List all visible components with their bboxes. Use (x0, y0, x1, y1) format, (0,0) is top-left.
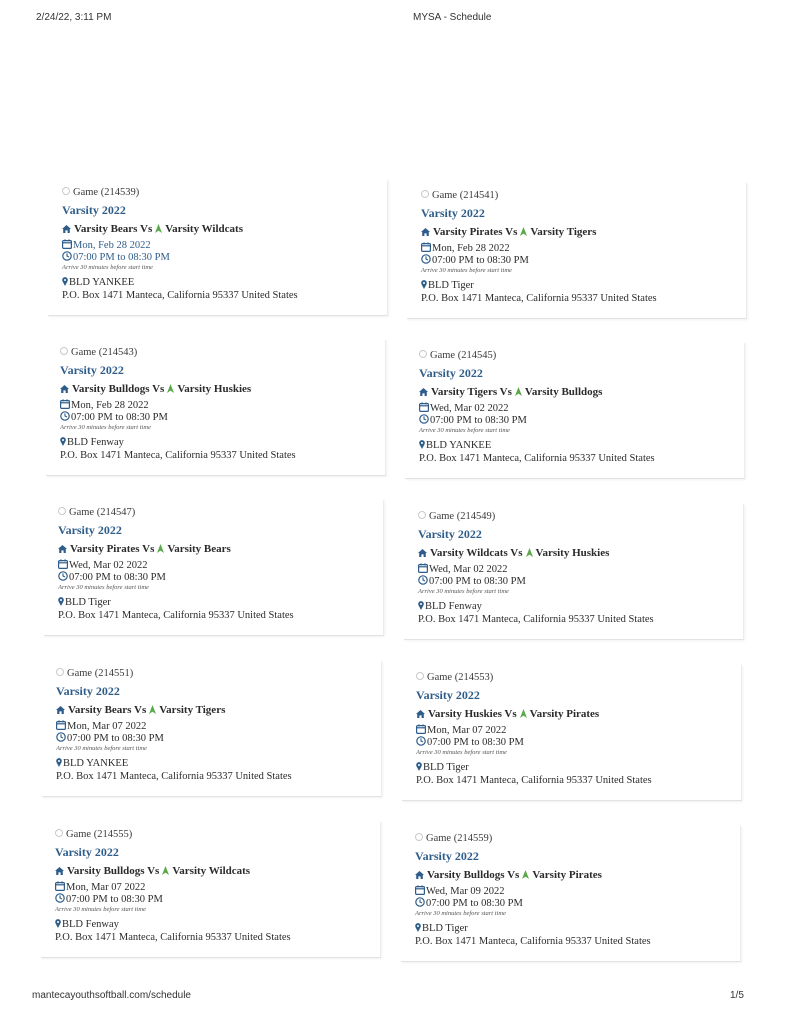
game-id: Game (214559) (426, 833, 493, 844)
venue-address: P.O. Box 1471 Manteca, California 95337 United States (55, 932, 291, 943)
game-date: Wed, Mar 02 2022 (429, 564, 508, 575)
game-id-row (416, 671, 741, 684)
map-pin-icon (418, 601, 424, 610)
matchup (60, 381, 385, 397)
print-footer (0, 990, 791, 1006)
game-time: 07:00 PM to 08:30 PM (67, 733, 164, 744)
matchup (415, 867, 740, 883)
away-team: Varsity Pirates (532, 869, 602, 881)
game-id: Game (214547) (69, 507, 136, 518)
game-id: Game (214555) (66, 829, 133, 840)
game-card[interactable] (44, 500, 384, 636)
radio-icon[interactable] (419, 350, 427, 358)
home-icon (415, 871, 424, 879)
matchup (419, 384, 744, 400)
vs-label: Vs (510, 547, 523, 559)
map-pin-icon (55, 919, 61, 928)
calendar-icon (58, 559, 68, 569)
clock-icon (416, 736, 426, 746)
game-id: Game (214541) (432, 190, 499, 201)
venue-name[interactable]: BLD YANKEE (69, 277, 135, 288)
venue-row (415, 923, 740, 935)
game-id-row (55, 828, 380, 841)
radio-icon[interactable] (421, 190, 429, 198)
map-pin-icon (421, 280, 427, 289)
map-pin-icon (419, 440, 425, 449)
time-row (60, 411, 385, 423)
game-date: Wed, Mar 09 2022 (426, 886, 505, 897)
map-pin-icon (415, 923, 421, 932)
venue-address: P.O. Box 1471 Manteca, California 95337 United States (416, 775, 652, 786)
away-team: Varsity Huskies (535, 547, 610, 559)
clock-icon (56, 732, 66, 742)
radio-icon[interactable] (415, 833, 423, 841)
venue-name[interactable]: BLD Fenway (62, 919, 119, 930)
radio-icon[interactable] (416, 672, 424, 680)
arrow-up-icon (157, 544, 164, 553)
map-pin-icon (416, 762, 422, 771)
time-row (418, 575, 743, 587)
home-team: Varsity Bulldogs (72, 383, 150, 395)
arrival-note: Arrive 30 minutes before start time (62, 264, 153, 271)
game-date: Mon, Feb 28 2022 (71, 400, 149, 411)
clock-icon (55, 893, 65, 903)
time-row (58, 571, 383, 583)
game-id: Game (214553) (427, 672, 494, 683)
vs-label: Vs (499, 386, 512, 398)
print-page-title: MYSA - Schedule (413, 12, 492, 23)
print-datetime: 2/24/22, 3:11 PM (36, 12, 112, 23)
venue-name[interactable]: BLD Tiger (428, 280, 474, 291)
arrival-note: Arrive 30 minutes before start time (55, 906, 146, 913)
game-id-row (58, 506, 383, 519)
game-time: 07:00 PM to 08:30 PM (69, 572, 166, 583)
game-date: Mon, Feb 28 2022 (73, 240, 151, 251)
season-title[interactable]: Varsity 2022 (418, 527, 482, 541)
venue-name[interactable]: BLD Tiger (423, 762, 469, 773)
game-time: 07:00 PM to 08:30 PM (71, 412, 168, 423)
date-row (62, 239, 387, 251)
game-card[interactable] (404, 504, 744, 640)
home-icon (62, 225, 71, 233)
clock-icon (415, 897, 425, 907)
venue-address: P.O. Box 1471 Manteca, California 95337 United States (58, 610, 294, 621)
venue-name[interactable]: BLD YANKEE (63, 758, 129, 769)
calendar-icon (55, 881, 65, 891)
game-id: Game (214545) (430, 350, 497, 361)
venue-address: P.O. Box 1471 Manteca, California 95337 United States (421, 293, 657, 304)
matchup (58, 541, 383, 557)
venue-row (56, 758, 381, 770)
radio-icon[interactable] (418, 511, 426, 519)
date-row (60, 399, 385, 411)
game-time: 07:00 PM to 08:30 PM (430, 415, 527, 426)
home-icon (418, 549, 427, 557)
season-title[interactable]: Varsity 2022 (56, 684, 120, 698)
game-card[interactable] (405, 343, 745, 479)
arrow-up-icon (155, 224, 162, 233)
calendar-icon (419, 402, 429, 412)
home-team: Varsity Huskies (428, 708, 502, 720)
vs-label: Vs (134, 704, 147, 716)
clock-icon (421, 254, 431, 264)
calendar-icon (421, 242, 431, 252)
away-team: Varsity Wildcats (172, 865, 251, 877)
home-team: Varsity Bulldogs (427, 869, 505, 881)
venue-name[interactable]: BLD YANKEE (426, 440, 492, 451)
vs-label: Vs (507, 869, 520, 881)
matchup (62, 221, 387, 237)
game-time: 07:00 PM to 08:30 PM (66, 894, 163, 905)
season-title[interactable]: Varsity 2022 (60, 363, 124, 377)
calendar-icon (416, 724, 426, 734)
time-row (415, 897, 740, 909)
time-row (56, 732, 381, 744)
time-row (62, 251, 387, 263)
arrow-up-icon (167, 384, 174, 393)
arrow-up-icon (515, 387, 522, 396)
game-id: Game (214549) (429, 511, 496, 522)
time-row (416, 736, 741, 748)
map-pin-icon (60, 437, 66, 446)
vs-label: Vs (505, 226, 518, 238)
clock-icon (419, 414, 429, 424)
venue-row (416, 762, 741, 774)
game-id-row (62, 186, 387, 199)
away-team: Varsity Tigers (530, 226, 597, 238)
radio-icon[interactable] (56, 668, 64, 676)
away-team: Varsity Huskies (177, 383, 252, 395)
date-row (415, 885, 740, 897)
clock-icon (60, 411, 70, 421)
date-row (421, 242, 746, 254)
away-team: Varsity Bulldogs (524, 386, 603, 398)
venue-address: P.O. Box 1471 Manteca, California 95337 United States (418, 614, 654, 625)
home-team: Varsity Wildcats (430, 547, 508, 559)
home-icon (55, 867, 64, 875)
away-team: Varsity Bears (167, 543, 231, 555)
home-icon (56, 706, 65, 714)
matchup (416, 706, 741, 722)
arrival-note: Arrive 30 minutes before start time (60, 424, 151, 431)
vs-label: Vs (152, 383, 165, 395)
date-row (56, 720, 381, 732)
season-title[interactable]: Varsity 2022 (416, 688, 480, 702)
vs-label: Vs (142, 543, 155, 555)
time-row (55, 893, 380, 905)
home-team: Varsity Pirates (70, 543, 140, 555)
game-id-row (60, 346, 385, 359)
matchup (418, 545, 743, 561)
radio-icon[interactable] (58, 507, 66, 515)
arrow-up-icon (520, 227, 527, 236)
game-id: Game (214543) (71, 347, 138, 358)
arrival-note: Arrive 30 minutes before start time (415, 910, 506, 917)
season-title[interactable]: Varsity 2022 (419, 366, 483, 380)
venue-name[interactable]: BLD Tiger (65, 597, 111, 608)
vs-label: Vs (147, 865, 160, 877)
arrival-note: Arrive 30 minutes before start time (419, 427, 510, 434)
clock-icon (58, 571, 68, 581)
calendar-icon (62, 239, 72, 249)
game-id-row (415, 832, 740, 845)
page-number: 1/5 (730, 990, 744, 1001)
venue-address: P.O. Box 1471 Manteca, California 95337 United States (62, 290, 298, 301)
map-pin-icon (62, 277, 68, 286)
clock-icon (418, 575, 428, 585)
home-team: Varsity Bears (74, 223, 138, 235)
home-team: Varsity Tigers (431, 386, 498, 398)
game-card[interactable] (402, 665, 742, 801)
print-header (0, 12, 791, 28)
calendar-icon (56, 720, 66, 730)
arrow-up-icon (162, 866, 169, 875)
game-card[interactable] (48, 180, 388, 316)
vs-label: Vs (140, 223, 153, 235)
home-icon (58, 545, 67, 553)
time-row (419, 414, 744, 426)
venue-row (418, 601, 743, 613)
radio-icon[interactable] (55, 829, 63, 837)
arrival-note: Arrive 30 minutes before start time (421, 267, 512, 274)
game-time: 07:00 PM to 08:30 PM (432, 255, 529, 266)
game-card[interactable] (41, 822, 381, 958)
map-pin-icon (58, 597, 64, 606)
venue-name[interactable]: BLD Tiger (422, 923, 468, 934)
game-time: 07:00 PM to 08:30 PM (429, 576, 526, 587)
game-date: Wed, Mar 02 2022 (430, 403, 509, 414)
arrival-note: Arrive 30 minutes before start time (416, 749, 507, 756)
matchup (56, 702, 381, 718)
arrow-up-icon (522, 870, 529, 879)
date-row (55, 881, 380, 893)
game-id-row (421, 189, 746, 202)
venue-address: P.O. Box 1471 Manteca, California 95337 United States (56, 771, 292, 782)
venue-row (55, 919, 380, 931)
game-card[interactable] (401, 826, 741, 962)
venue-address: P.O. Box 1471 Manteca, California 95337 United States (419, 453, 655, 464)
season-title[interactable]: Varsity 2022 (415, 849, 479, 863)
away-team: Varsity Wildcats (165, 223, 243, 235)
game-date: Mon, Mar 07 2022 (66, 882, 146, 893)
game-id-row (418, 510, 743, 523)
home-icon (416, 710, 425, 718)
game-card[interactable] (407, 183, 747, 319)
season-title[interactable]: Varsity 2022 (421, 206, 485, 220)
calendar-icon (415, 885, 425, 895)
matchup (55, 863, 380, 879)
venue-row (58, 597, 383, 609)
calendar-icon (60, 399, 70, 409)
date-row (416, 724, 741, 736)
venue-name[interactable]: BLD Fenway (67, 437, 124, 448)
season-title[interactable]: Varsity 2022 (62, 203, 126, 217)
home-icon (421, 228, 430, 236)
game-date: Mon, Feb 28 2022 (432, 243, 510, 254)
game-time: 07:00 PM to 08:30 PM (426, 898, 523, 909)
venue-row (421, 280, 746, 292)
home-icon (60, 385, 69, 393)
venue-row (60, 437, 385, 449)
season-title[interactable]: Varsity 2022 (58, 523, 122, 537)
arrival-note: Arrive 30 minutes before start time (418, 588, 509, 595)
clock-icon (62, 251, 72, 261)
date-row (418, 563, 743, 575)
venue-name[interactable]: BLD Fenway (425, 601, 482, 612)
arrow-up-icon (526, 548, 533, 557)
date-row (419, 402, 744, 414)
arrow-up-icon (149, 705, 156, 714)
arrival-note: Arrive 30 minutes before start time (58, 584, 149, 591)
home-icon (419, 388, 428, 396)
date-row (58, 559, 383, 571)
calendar-icon (418, 563, 428, 573)
venue-address: P.O. Box 1471 Manteca, California 95337 United States (415, 936, 651, 947)
away-team: Varsity Pirates (529, 708, 600, 720)
game-id-row (419, 349, 744, 362)
home-team: Varsity Pirates (433, 226, 503, 238)
game-card[interactable] (46, 340, 386, 476)
game-id: Game (214551) (67, 668, 134, 679)
radio-icon[interactable] (62, 187, 70, 195)
away-team: Varsity Tigers (159, 704, 226, 716)
game-id-row (56, 667, 381, 680)
arrow-up-icon (520, 709, 527, 718)
game-date: Mon, Mar 07 2022 (427, 725, 507, 736)
venue-row (62, 277, 387, 289)
radio-icon[interactable] (60, 347, 68, 355)
time-row (421, 254, 746, 266)
game-card[interactable] (42, 661, 382, 797)
page-url[interactable]: mantecayouthsoftball.com/schedule (32, 990, 191, 1001)
venue-address: P.O. Box 1471 Manteca, California 95337 United States (60, 450, 296, 461)
season-title[interactable]: Varsity 2022 (55, 845, 119, 859)
vs-label: Vs (504, 708, 517, 720)
game-date: Wed, Mar 02 2022 (69, 560, 148, 571)
arrival-note: Arrive 30 minutes before start time (56, 745, 147, 752)
game-date: Mon, Mar 07 2022 (67, 721, 147, 732)
map-pin-icon (56, 758, 62, 767)
home-team: Varsity Bears (68, 704, 132, 716)
matchup (421, 224, 746, 240)
venue-row (419, 440, 744, 452)
game-id: Game (214539) (73, 187, 140, 198)
game-time: 07:00 PM to 08:30 PM (73, 252, 170, 263)
game-time: 07:00 PM to 08:30 PM (427, 737, 524, 748)
home-team: Varsity Bulldogs (67, 865, 145, 877)
